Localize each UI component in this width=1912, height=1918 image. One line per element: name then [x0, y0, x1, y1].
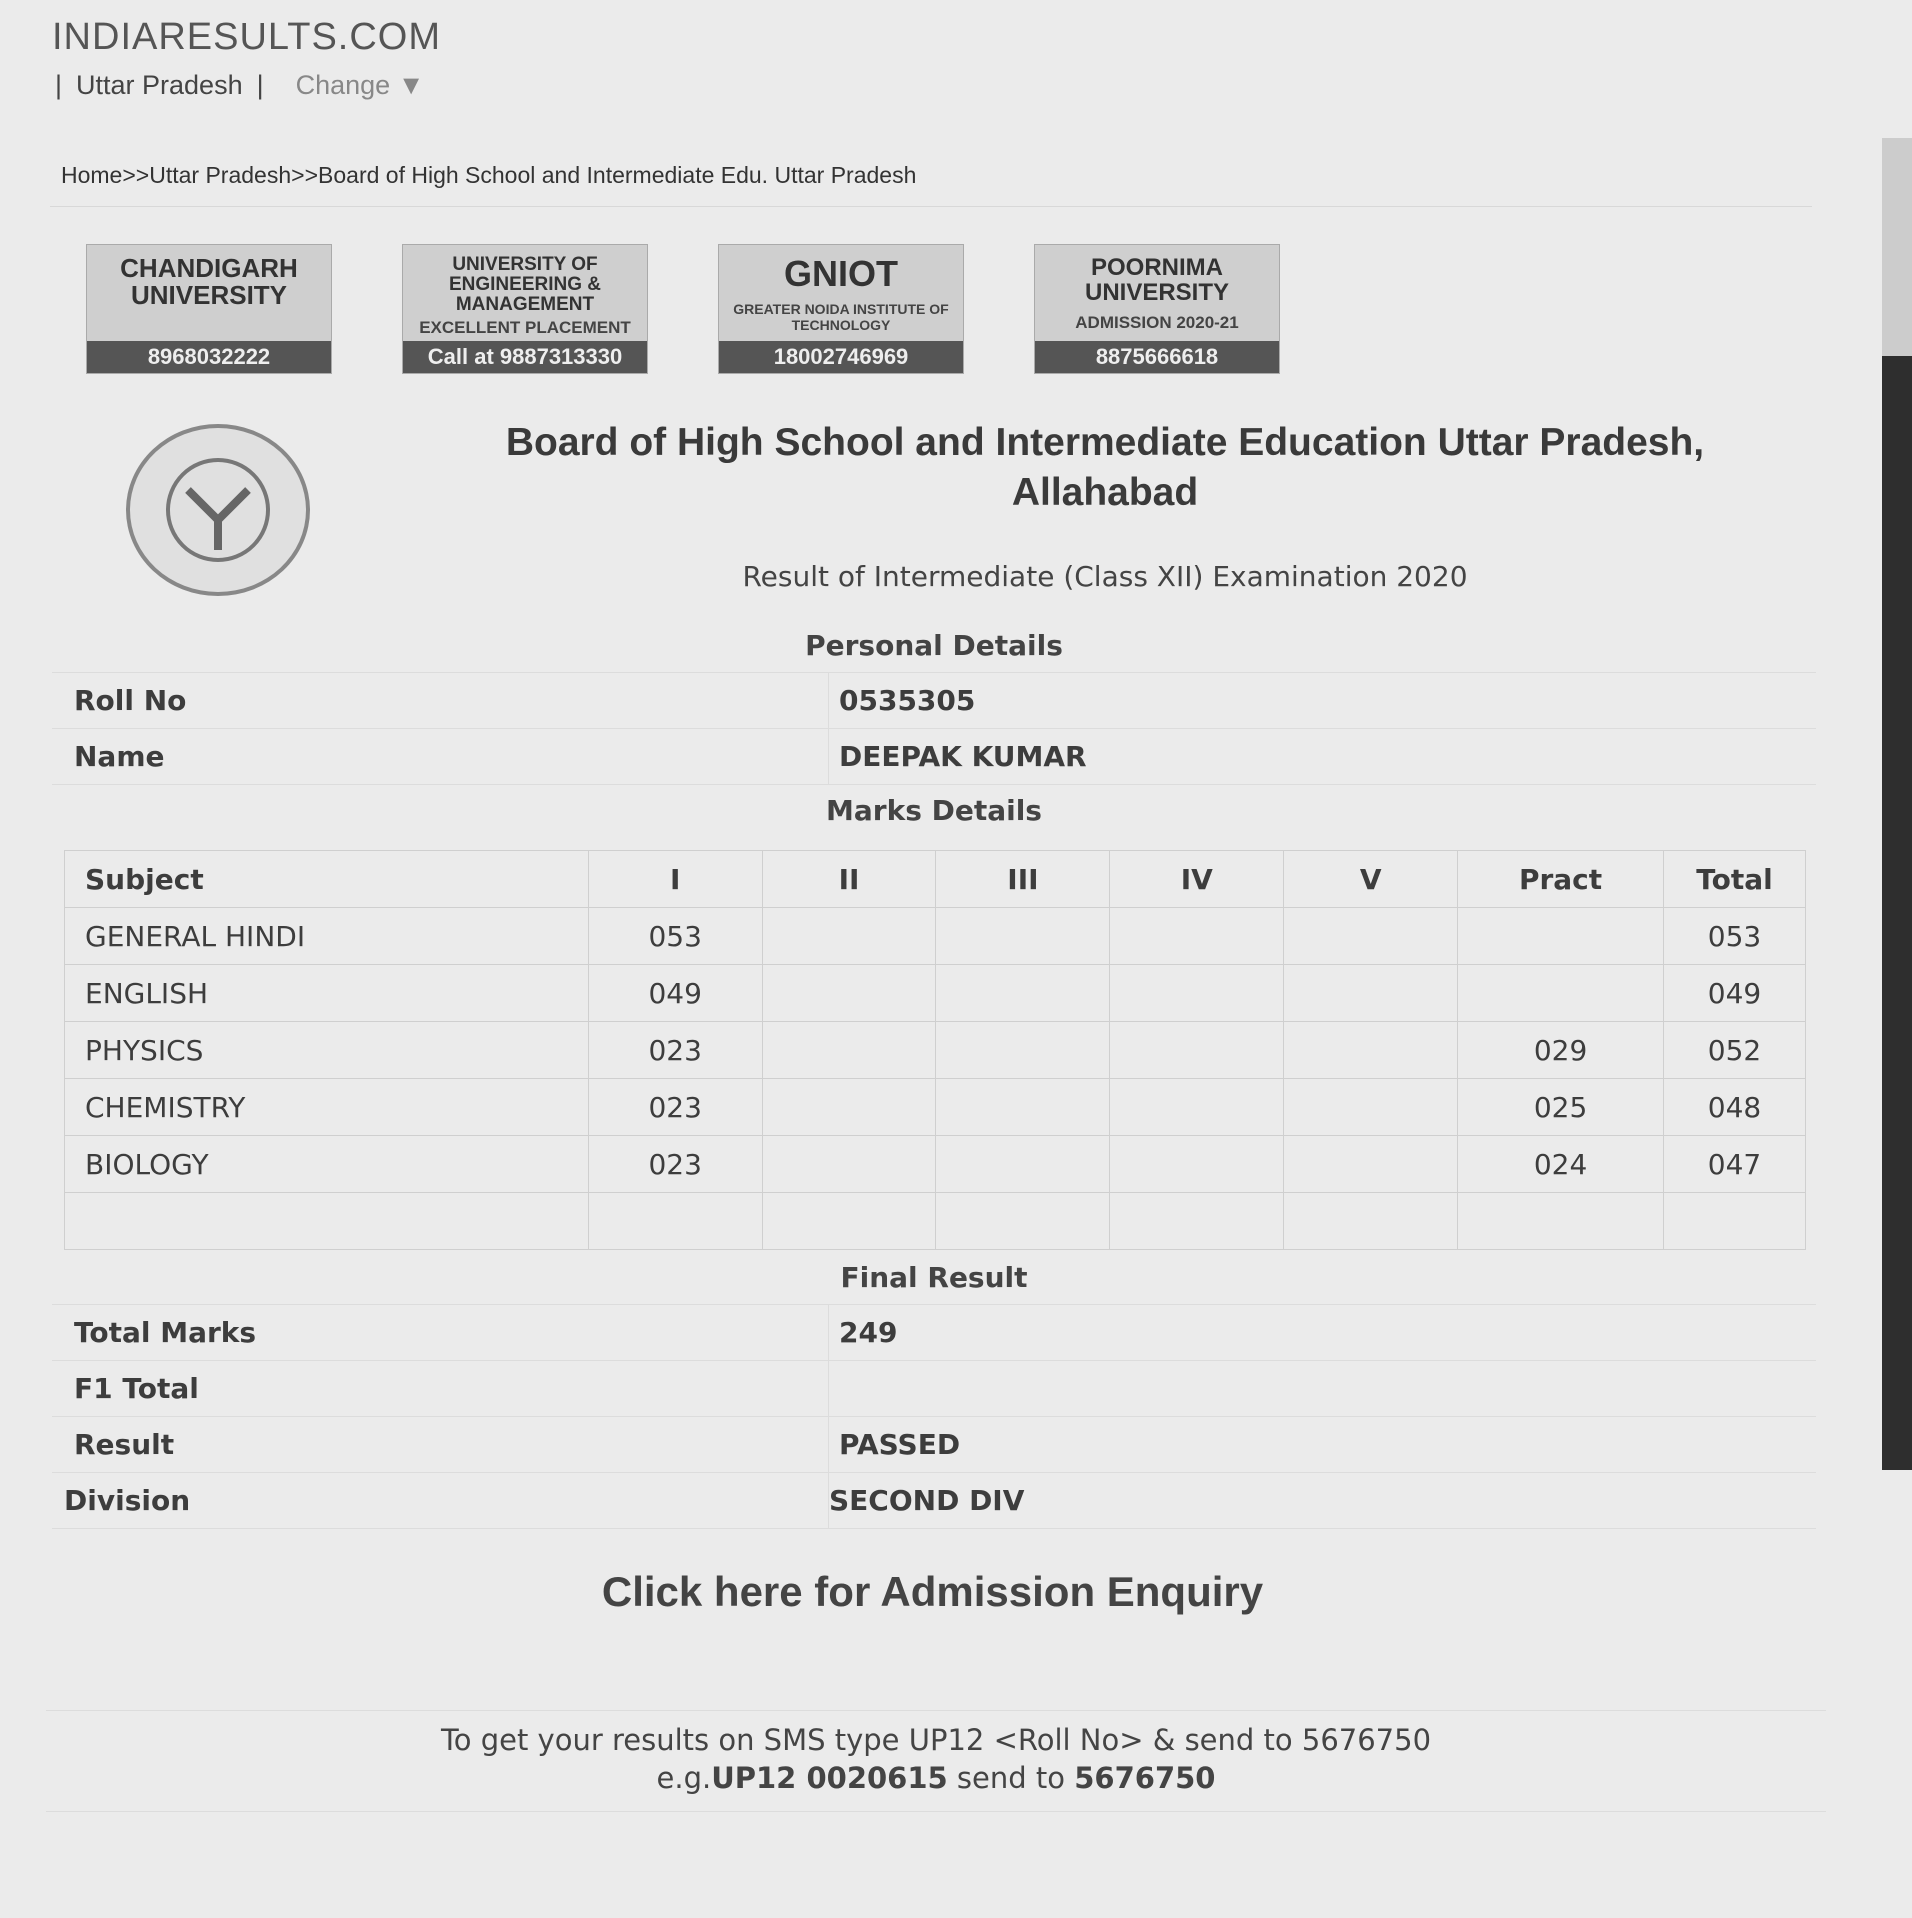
ad-phone: 8968032222 [87, 341, 331, 373]
side-ad-strip[interactable] [1882, 138, 1912, 1470]
personal-details-heading: Personal Details [805, 629, 1063, 662]
cell-paper-4 [1110, 965, 1284, 1022]
ad-phone: 18002746969 [719, 341, 963, 373]
personal-details-panel [52, 620, 1816, 837]
ad-uem[interactable] [402, 244, 648, 374]
cell-paper-5 [1284, 908, 1458, 965]
sms-eg-code: UP12 0020615 [711, 1761, 948, 1795]
sms-instruction: To get your results on SMS type UP12 <Roll No> & send to 5676750 [440, 1723, 1432, 1757]
cell-paper-5 [1284, 1022, 1458, 1079]
result-label: Result [74, 1428, 175, 1461]
state-name: Uttar Pradesh [76, 70, 243, 100]
total-marks-label: Total Marks [74, 1316, 257, 1349]
cell-paper-4 [1110, 908, 1284, 965]
name-label: Name [74, 740, 165, 773]
roll-no-value: 0535305 [828, 673, 1816, 728]
header-paper-5: V [1284, 851, 1458, 908]
result-value: PASSED [828, 1417, 1816, 1472]
sms-eg-number: 5676750 [1074, 1761, 1216, 1795]
division-label: Division [64, 1484, 191, 1517]
marks-details-heading: Marks Details [52, 784, 1816, 837]
board-title: Board of High School and Intermediate Education Uttar Pradesh, Allahabad [505, 421, 1705, 514]
f1-total-value [828, 1361, 1816, 1416]
cell-total: 053 [1664, 908, 1806, 965]
ad-chandigarh-university[interactable] [86, 244, 332, 374]
cell-subject: CHEMISTRY [65, 1079, 589, 1136]
up-emblem-icon [126, 424, 310, 596]
marks-table [64, 850, 1806, 1250]
cell-subject: GENERAL HINDI [65, 908, 589, 965]
ad-phone: Call at 9887313330 [403, 341, 647, 373]
site-logo[interactable]: INDIARESULTS.COM [52, 16, 442, 58]
ad-title: CHANDIGARH UNIVERSITY [120, 253, 298, 311]
state-selector [55, 70, 424, 101]
name-value: DEEPAK KUMAR [828, 729, 1816, 784]
table-row [65, 908, 1806, 965]
cell-total: 049 [1664, 965, 1806, 1022]
cell-paper-5 [1284, 1193, 1458, 1250]
cell-paper-2 [762, 1079, 936, 1136]
marks-header-row [65, 851, 1806, 908]
cell-paper-5 [1284, 1079, 1458, 1136]
cell-subject: ENGLISH [65, 965, 589, 1022]
cell-paper-3 [936, 1079, 1110, 1136]
roll-no-row [52, 672, 1816, 728]
separator: | [55, 70, 63, 100]
header-subject: Subject [65, 851, 589, 908]
division-row [52, 1472, 1816, 1529]
cell-total [1664, 1193, 1806, 1250]
breadcrumb-state[interactable]: Uttar Pradesh [149, 162, 292, 188]
roll-no-label: Roll No [74, 684, 187, 717]
header-paper-2: II [762, 851, 936, 908]
cell-paper-2 [762, 1136, 936, 1193]
cell-paper-3 [936, 1136, 1110, 1193]
cell-paper-3 [936, 1193, 1110, 1250]
exam-title: Result of Intermediate (Class XII) Examination 2020 [742, 560, 1468, 593]
cell-paper-1: 023 [588, 1079, 762, 1136]
header-paper-4: IV [1110, 851, 1284, 908]
cell-paper-1: 053 [588, 908, 762, 965]
cell-total: 047 [1664, 1136, 1806, 1193]
cell-paper-2 [762, 965, 936, 1022]
table-row [65, 1193, 1806, 1250]
cell-paper-1: 023 [588, 1136, 762, 1193]
final-result-panel [52, 1252, 1816, 1529]
ad-gniot[interactable] [718, 244, 964, 374]
f1-total-row [52, 1360, 1816, 1416]
cell-paper-4 [1110, 1022, 1284, 1079]
cell-paper-2 [762, 1193, 936, 1250]
cell-paper-3 [936, 1022, 1110, 1079]
cell-paper-4 [1110, 1079, 1284, 1136]
cell-practical [1458, 1193, 1664, 1250]
division-value: SECOND DIV [828, 1473, 1816, 1528]
ad-poornima-university[interactable] [1034, 244, 1280, 374]
ad-sub: GREATER NOIDA INSTITUTE OF TECHNOLOGY [733, 300, 949, 333]
cell-practical [1458, 965, 1664, 1022]
ad-phone: 8875666618 [1035, 341, 1279, 373]
header-total: Total [1664, 851, 1806, 908]
separator: | [256, 70, 264, 100]
cell-paper-2 [762, 908, 936, 965]
cell-paper-4 [1110, 1136, 1284, 1193]
breadcrumb-board[interactable]: Board of High School and Intermediate Edu. Uttar Pradesh [318, 162, 917, 188]
cell-total: 052 [1664, 1022, 1806, 1079]
table-row [65, 1022, 1806, 1079]
table-row [65, 1079, 1806, 1136]
ad-title: POORNIMA UNIVERSITY [1084, 254, 1230, 307]
cell-paper-5 [1284, 1136, 1458, 1193]
sms-info [46, 1710, 1826, 1812]
cell-paper-1 [588, 1193, 762, 1250]
ad-sub: ADMISSION 2020-21 [1075, 313, 1239, 333]
cell-practical: 029 [1458, 1022, 1664, 1079]
table-row [65, 965, 1806, 1022]
sms-example [46, 1759, 1826, 1797]
table-row [65, 1136, 1806, 1193]
ad-title: UNIVERSITY OF ENGINEERING & MANAGEMENT [448, 254, 602, 315]
cell-practical: 024 [1458, 1136, 1664, 1193]
header-paper-1: I [588, 851, 762, 908]
ad-sub: EXCELLENT PLACEMENT [419, 317, 631, 337]
name-row [52, 728, 1816, 784]
cell-subject: PHYSICS [65, 1022, 589, 1079]
cell-paper-1: 049 [588, 965, 762, 1022]
cell-paper-2 [762, 1022, 936, 1079]
cell-paper-5 [1284, 965, 1458, 1022]
cell-paper-3 [936, 908, 1110, 965]
sms-eg-mid: send to [947, 1761, 1075, 1795]
change-state-link[interactable]: Change ▼ [295, 70, 425, 100]
cell-practical: 025 [1458, 1079, 1664, 1136]
cell-total: 048 [1664, 1079, 1806, 1136]
cell-paper-3 [936, 965, 1110, 1022]
f1-total-label: F1 Total [74, 1372, 199, 1405]
cell-paper-4 [1110, 1193, 1284, 1250]
ad-title: GNIOT [784, 253, 898, 294]
cell-practical [1458, 908, 1664, 965]
cell-subject [65, 1193, 589, 1250]
breadcrumb-home[interactable]: Home [61, 162, 123, 188]
admission-enquiry-link[interactable]: Click here for Admission Enquiry [601, 1568, 1264, 1615]
total-marks-row [52, 1304, 1816, 1360]
result-row [52, 1416, 1816, 1472]
breadcrumb-separator: >> [291, 162, 319, 188]
final-result-heading: Final Result [840, 1261, 1028, 1294]
cell-subject: BIOLOGY [65, 1136, 589, 1193]
total-marks-value: 249 [828, 1305, 1816, 1360]
sms-eg-prefix: e.g. [656, 1761, 712, 1795]
emblem-graphic [158, 450, 278, 570]
header-paper-3: III [936, 851, 1110, 908]
side-ad-top [1882, 138, 1912, 356]
ad-banner-row [86, 244, 1280, 374]
header-practical: Pract [1458, 851, 1664, 908]
breadcrumb-separator: >> [122, 162, 150, 188]
cell-paper-1: 023 [588, 1022, 762, 1079]
breadcrumb [61, 162, 916, 189]
divider [50, 206, 1812, 207]
